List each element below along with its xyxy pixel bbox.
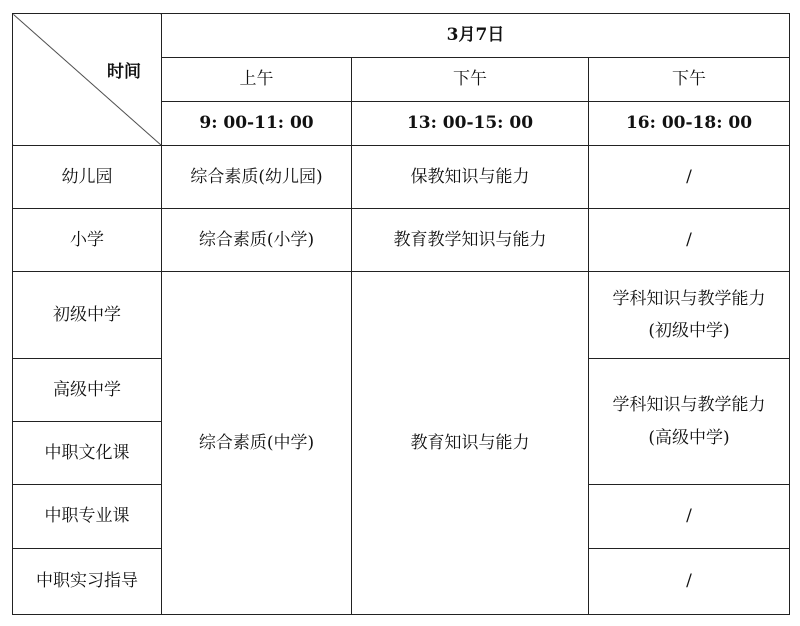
period-afternoon-2: 下午 bbox=[589, 58, 790, 102]
cell-primary-afternoon-2: / bbox=[589, 209, 790, 272]
cell-middle-morning-merged: 综合素质(中学) bbox=[162, 272, 352, 615]
exam-schedule-table bbox=[12, 13, 790, 615]
corner-diagonal-cell bbox=[13, 14, 162, 146]
table-row bbox=[13, 209, 790, 272]
cell-line: 学科知识与教学能力 bbox=[612, 288, 766, 309]
time-label: 时间 bbox=[107, 62, 141, 82]
cell-kindergarten-morning: 综合素质(幼儿园) bbox=[162, 146, 352, 209]
row-label-senior-middle: 高级中学 bbox=[13, 359, 162, 422]
date-header: 3月7日 bbox=[162, 14, 790, 58]
cell-vocational-major-afternoon-2: / bbox=[589, 485, 790, 549]
table-row bbox=[13, 272, 790, 359]
time-afternoon-2: 16: 00-18: 00 bbox=[589, 102, 790, 146]
cell-vocational-practice-afternoon-2: / bbox=[589, 549, 790, 615]
cell-primary-morning: 综合素质(小学) bbox=[162, 209, 352, 272]
cell-line: 学科知识与教学能力 bbox=[612, 395, 766, 416]
cell-line: (初级中学) bbox=[648, 321, 730, 341]
time-afternoon-1: 13: 00-15: 00 bbox=[352, 102, 589, 146]
table-row bbox=[13, 146, 790, 209]
cell-middle-afternoon-1-merged: 教育知识与能力 bbox=[352, 272, 589, 615]
row-label-junior-middle: 初级中学 bbox=[13, 272, 162, 359]
cell-line: (高级中学) bbox=[648, 427, 730, 448]
cell-kindergarten-afternoon-1: 保教知识与能力 bbox=[352, 146, 589, 209]
cell-primary-afternoon-1: 教育教学知识与能力 bbox=[352, 209, 589, 272]
cell-junior-middle-afternoon-2 bbox=[589, 272, 790, 359]
row-label-primary: 小学 bbox=[13, 209, 162, 272]
cell-senior-middle-afternoon-2 bbox=[589, 359, 790, 485]
row-label-kindergarten: 幼儿园 bbox=[13, 146, 162, 209]
time-morning: 9: 00-11: 00 bbox=[162, 102, 352, 146]
period-morning: 上午 bbox=[162, 58, 352, 102]
period-afternoon-1: 下午 bbox=[352, 58, 589, 102]
header-date-row bbox=[13, 14, 790, 58]
cell-kindergarten-afternoon-2: / bbox=[589, 146, 790, 209]
row-label-vocational-major: 中职专业课 bbox=[13, 485, 162, 549]
row-label-vocational-practice: 中职实习指导 bbox=[13, 549, 162, 615]
row-label-vocational-culture: 中职文化课 bbox=[13, 422, 162, 485]
